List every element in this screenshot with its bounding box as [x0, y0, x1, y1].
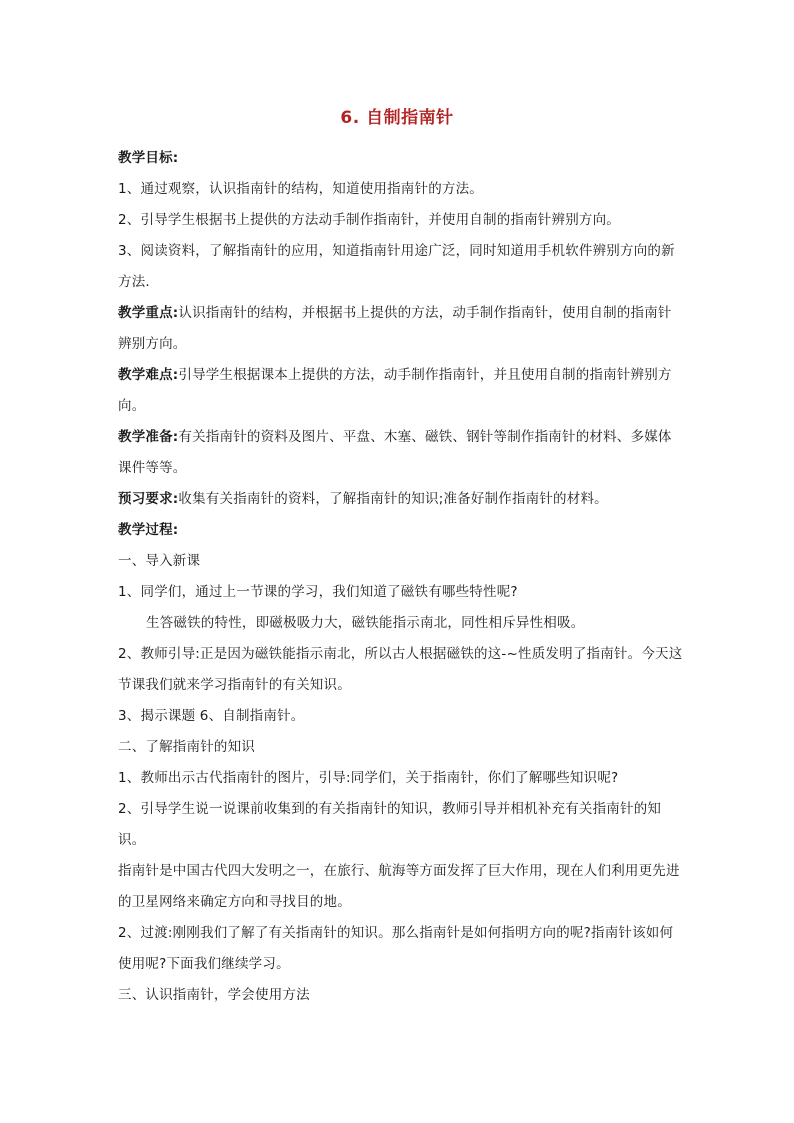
key-point [118, 298, 683, 360]
difficulty-label: 教学难点: [118, 367, 179, 383]
prep-label: 教学准备: [118, 429, 179, 445]
goal-1: 1、通过观察，认识指南针的结构，知道使用指南针的方法。 [118, 181, 483, 197]
preview-text: 收集有关指南针的资料，了解指南针的知识;准备好制作指南针的材料。 [178, 491, 608, 507]
key-text: 认识指南针的结构，并根据书上提供的方法，动手制作指南针，使用自制的指南针辨别方向。 [118, 305, 672, 352]
p2-item-3: 2、过渡:刚刚我们了解了有关指南针的知识。那么指南针是如何指明方向的呢?指南针该如何使用呢?下面我们继续学习。 [118, 925, 674, 972]
page-title: 6. 自制指南针 [340, 108, 454, 128]
part1-heading: 一、导入新课 [118, 553, 201, 569]
prep-text: 有关指南针的资料及图片、平盘、木塞、磁铁、钢针等制作指南针的材料、多媒体课件等等。 [118, 429, 672, 476]
p1-item-1: 1、同学们，通过上一节课的学习，我们知道了磁铁有哪些特性呢? [118, 584, 518, 600]
goal-2: 2、引导学生根据书上提供的方法动手制作指南针，并使用自制的指南针辨别方向。 [118, 212, 620, 228]
difficulty-text: 引导学生根据课本上提供的方法，动手制作指南针，并且使用自制的指南针辨别方向。 [118, 367, 672, 414]
p1-answer: 生答磁铁的特性，即磁极吸力大，磁铁能指示南北，同性相斥异性相吸。 [146, 615, 585, 631]
preview-label: 预习要求: [118, 491, 179, 507]
part2-heading: 二、了解指南针的知识 [118, 739, 255, 755]
process-heading: 教学过程: [118, 522, 179, 538]
p2-info: 指南针是中国古代四大发明之一，在旅行、航海等方面发挥了巨大作用，现在人们利用更先进的卫星网络来确定方向和寻找目的地。 [118, 863, 680, 910]
p1-item-2: 2、教师引导:正是因为磁铁能指示南北，所以古人根据磁铁的这-~性质发明了指南针。今天这节课我们就来学习指南针的有关知识。 [118, 646, 683, 693]
p2-item-2: 2、引导学生说一说课前收集到的有关指南针的知识，教师引导并相机补充有关指南针的知识。 [118, 801, 662, 848]
p2-item-1: 1、教师出示古代指南针的图片，引导:同学们，关于指南针，你们了解哪些知识呢? [118, 770, 619, 786]
goal-3: 3、阅读资料，了解指南针的应用，知道指南针用途广泛，同时知道用手机软件辨别方向的新方法. [118, 243, 675, 290]
preparation [118, 422, 683, 484]
goals-heading: 教学目标: [118, 150, 179, 166]
p1-item-3: 3、揭示课题 6、自制指南针。 [118, 708, 305, 724]
part3-heading: 三、认识指南针，学会使用方法 [118, 987, 310, 1003]
key-label: 教学重点: [118, 305, 179, 321]
difficulty [118, 360, 683, 422]
preview [118, 484, 683, 515]
